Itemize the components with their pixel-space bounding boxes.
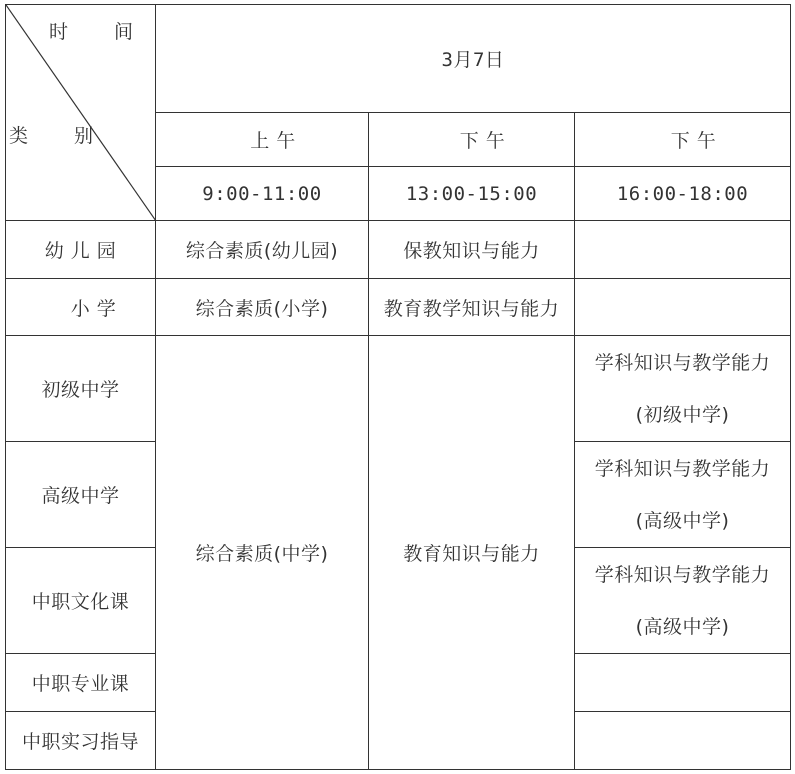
category-primary: 小 学 <box>6 279 156 336</box>
cell-middle-afternoon-1: 教育知识与能力 <box>369 336 575 770</box>
subject-label-line1: 学科知识与教学能力 <box>594 457 771 480</box>
category-kindergarten: 幼 儿 园 <box>6 221 156 279</box>
cell-kindergarten-afternoon-2 <box>575 221 791 279</box>
exam-schedule-table <box>5 4 791 770</box>
table-row-primary <box>6 279 791 336</box>
cell-kindergarten-afternoon-1: 保教知识与能力 <box>369 221 575 279</box>
cell-primary-morning: 综合素质(小学) <box>156 279 369 336</box>
session-label-afternoon-2: 下 午 <box>575 113 791 167</box>
session-label-morning: 上 午 <box>156 113 369 167</box>
cell-vocational-professional-afternoon-2 <box>575 654 791 712</box>
session-label-afternoon-1: 下 午 <box>369 113 575 167</box>
subject-label-line2: (高级中学) <box>635 615 730 638</box>
corner-time-label: 时 间 <box>48 21 153 43</box>
category-vocational-culture: 中职文化课 <box>6 548 156 654</box>
cell-vocational-internship-afternoon-2 <box>575 712 791 770</box>
cell-kindergarten-morning: 综合素质(幼儿园) <box>156 221 369 279</box>
cell-vocational-culture-afternoon-2 <box>575 548 791 654</box>
session-time-morning: 9:00-11:00 <box>156 167 369 221</box>
category-junior-middle: 初级中学 <box>6 336 156 442</box>
cell-middle-morning: 综合素质(中学) <box>156 336 369 770</box>
subject-label-line1: 学科知识与教学能力 <box>594 351 771 374</box>
header-row-date <box>6 5 791 113</box>
table-row-kindergarten <box>6 221 791 279</box>
session-time-afternoon-2: 16:00-18:00 <box>575 167 791 221</box>
category-senior-high: 高级中学 <box>6 442 156 548</box>
cell-primary-afternoon-1: 教育教学知识与能力 <box>369 279 575 336</box>
subject-label-line1: 学科知识与教学能力 <box>594 563 771 586</box>
cell-junior-middle-afternoon-2 <box>575 336 791 442</box>
subject-label-line2: (高级中学) <box>635 509 730 532</box>
category-vocational-internship: 中职实习指导 <box>6 712 156 770</box>
header-corner-cell <box>6 5 156 221</box>
subject-label-line2: (初级中学) <box>635 403 730 426</box>
corner-category-label: 类 别 <box>9 125 114 147</box>
table-row-junior-middle <box>6 336 791 442</box>
cell-senior-high-afternoon-2 <box>575 442 791 548</box>
category-vocational-professional: 中职专业课 <box>6 654 156 712</box>
cell-primary-afternoon-2 <box>575 279 791 336</box>
session-time-afternoon-1: 13:00-15:00 <box>369 167 575 221</box>
date-cell: 3月7日 <box>156 5 791 113</box>
